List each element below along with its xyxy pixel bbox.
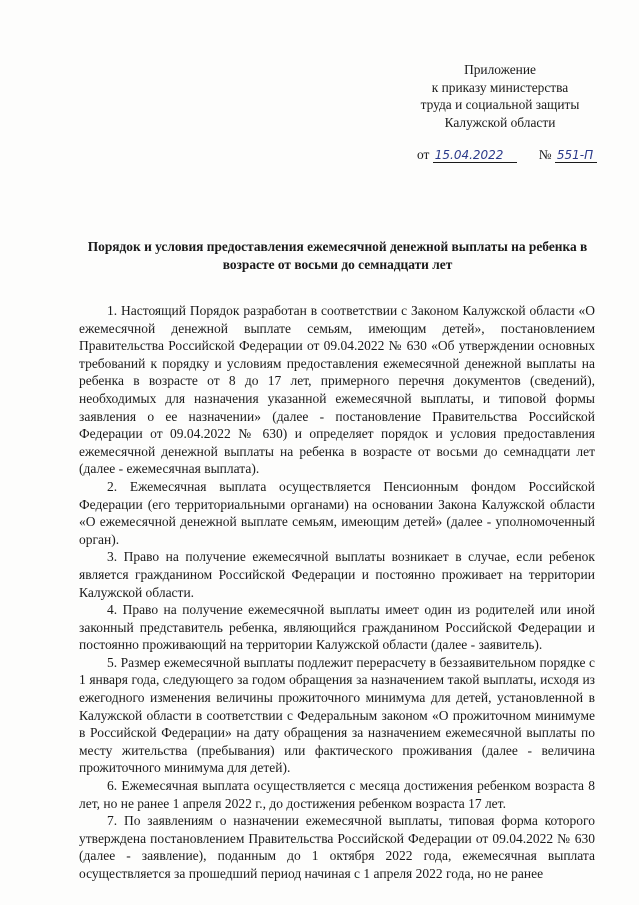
paragraph: 5. Размер ежемесячной выплаты подлежит перерасчету в беззаявительном порядке с 1 января года, следующего за годом обращения за назначением такой выплаты, исходя из ежегодного изменения величины прожиточного минимума для детей, установленной в Калужской области в соответствии с Федеральным законом «О прожиточном минимуме в Российской Федерации» на дату обращения за назначением ежемесячной выплаты по месту жительства (пребывания) или фактического проживания (далее - величина прожиточного минимума для детей). bbox=[79, 654, 595, 776]
paragraph: 1. Настоящий Порядок разработан в соответствии с Законом Калужской области «О ежемесячной денежной выплате семьям, имеющим детей», постановлением Правительства Российской Федерации от 09.04.2022 № 630 «Об утверждении основных требований к порядку и условиям предоставления ежемесячной денежной выплаты на ребенка в возрасте от 8 до 17 лет, примерного перечня документов (сведений), необходимых для назначения указанной ежемесячной выплаты, и типовой формы заявления о ее назначении» (далее - постановление Правительства Российской Федерации от 09.04.2022 № 630) и определяет порядок и условия предоставления ежемесячной денежной выплаты на ребенка в возрасте от восьми до семнадцати лет (далее - ежемесячная выплата). bbox=[79, 303, 595, 477]
order-number-prefix: № bbox=[538, 147, 552, 162]
appendix-header bbox=[400, 61, 600, 131]
document-body bbox=[79, 302, 595, 883]
order-number: 551-П bbox=[555, 148, 597, 163]
paragraph: 2. Ежемесячная выплата осуществляется Пенсионным фондом Российской Федерации (его территориальными органами) на основании Закона Калужской области «О ежемесячной денежной выплате семьям, имеющим детей» (далее - уполномоченный орган). bbox=[79, 478, 595, 547]
paragraph: 6. Ежемесячная выплата осуществляется с месяца достижения ребенком возраста 8 лет, но не ранее 1 апреля 2022 г., до достижения ребенком возраста 17 лет. bbox=[79, 778, 595, 811]
order-date: 15.04.2022 bbox=[433, 148, 517, 163]
appendix-line: Калужской области bbox=[444, 114, 556, 130]
appendix-line: труда и социальной защиты bbox=[420, 97, 580, 112]
order-date-prefix: от bbox=[417, 147, 430, 162]
paragraph: 3. Право на получение ежемесячной выплаты возникает в случае, если ребенок является гражданином Российской Федерации и постоянно проживает на территории Калужской области. bbox=[79, 549, 595, 600]
paragraph: 7. По заявлениям о назначении ежемесячной выплаты, типовая форма которого утверждена постановлением Правительства Российской Федерации от 09.04.2022 № 630 (далее - заявление), поданным до 1 октября 2022 года, ежемесячная выплата осуществляется за прошедший период начиная с 1 апреля 2022 года, но не ранее bbox=[79, 813, 595, 881]
paragraph: 4. Право на получение ежемесячной выплаты имеет один из родителей или иной законный представитель ребенка, являющийся гражданином Российской Федерации и постоянно проживающий на территории Калужской области (далее - заявитель). bbox=[79, 602, 595, 653]
document-title: Порядок и условия предоставления ежемесячной денежной выплаты на ребенка в возрасте от восьми до семнадцати лет bbox=[87, 239, 588, 272]
appendix-line: Приложение bbox=[464, 62, 536, 77]
order-reference bbox=[417, 147, 597, 163]
appendix-line: к приказу министерства bbox=[431, 79, 569, 95]
